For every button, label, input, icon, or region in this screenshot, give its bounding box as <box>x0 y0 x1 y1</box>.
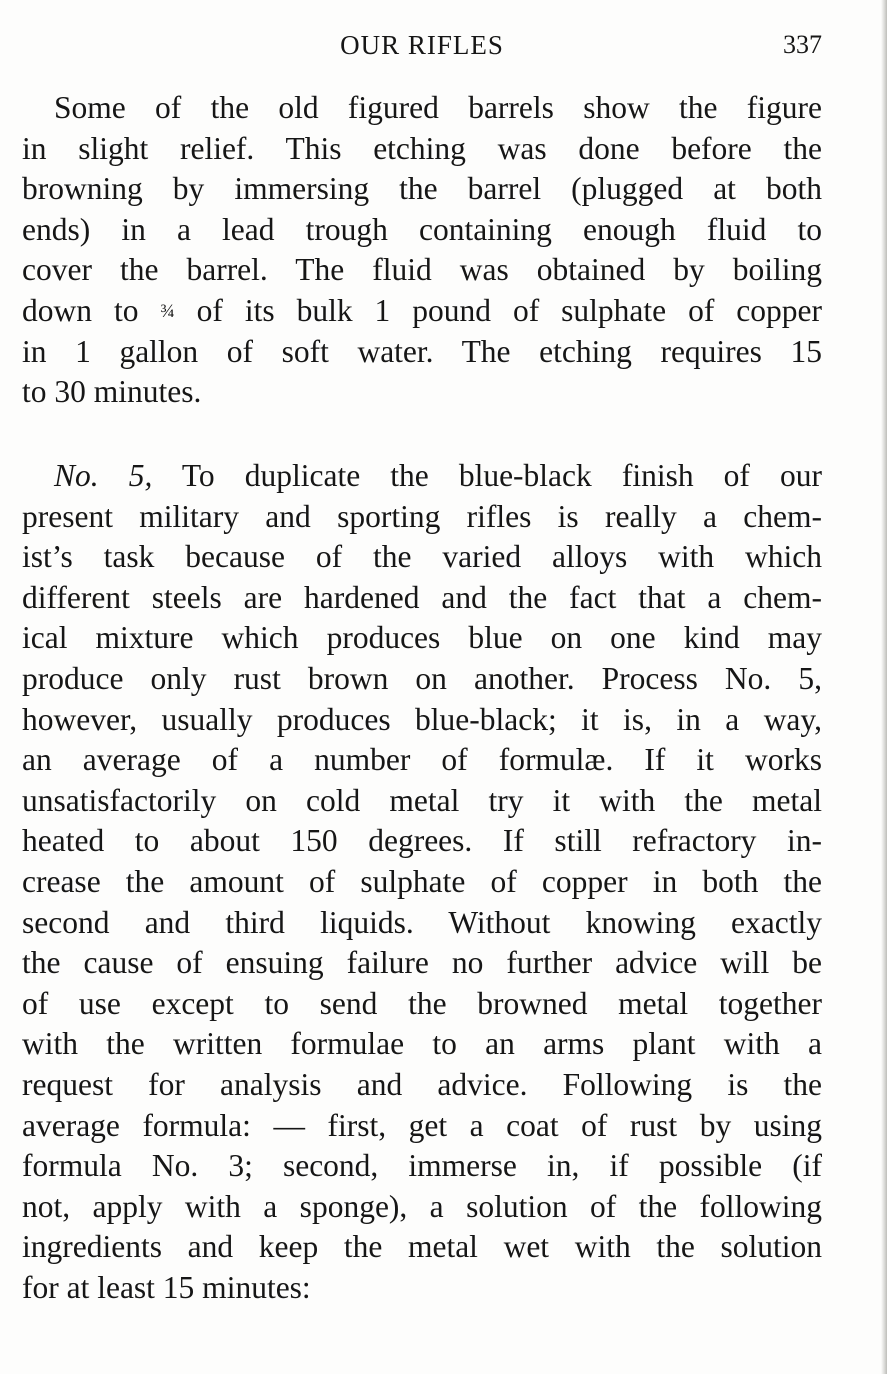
text-line: ingredients and keep the metal wet with the solution <box>22 1229 822 1265</box>
process-label: No. 5, <box>54 458 153 493</box>
line-remainder: To duplicate the blue-black finish of our <box>152 458 822 493</box>
text-line: Some of the old figured barrels show the figure <box>54 90 822 125</box>
text-line: not, apply with a sponge), a solution of the following <box>22 1188 822 1224</box>
running-title: OUR RIFLES <box>340 30 504 60</box>
text-line: produce only rust brown on another. Process No. 5, <box>22 660 822 696</box>
text-line: an average of a number of formulæ. If it works <box>22 742 822 778</box>
text-line: in 1 gallon of soft water. The etching requires 15 <box>22 333 822 369</box>
text-line-lead <box>22 456 822 497</box>
page-edge-shadow <box>881 0 887 1374</box>
text-line: unsatisfactorily on cold metal try it with the metal <box>22 782 822 818</box>
text-line: different steels are hardened and the fact that a chem- <box>22 579 822 615</box>
text-line: crease the amount of sulphate of copper in both the <box>22 863 822 899</box>
text-line: average formula: — first, get a coat of rust by using <box>22 1107 822 1143</box>
page-number: 337 <box>783 30 822 59</box>
text-line: cover the barrel. The fluid was obtained by boiling <box>22 252 822 288</box>
paragraph-process-no-5 <box>22 456 822 1308</box>
line-prefix: down to <box>22 292 161 328</box>
text-line: the cause of ensuing failure no further advice will be <box>22 945 822 981</box>
text-line: with the written formulae to an arms plant with a <box>22 1026 822 1062</box>
text-line: request for analysis and advice. Following is the <box>22 1066 822 1102</box>
text-line: second and third liquids. Without knowing exactly <box>22 904 822 940</box>
text-line: for at least 15 minutes: <box>22 1269 311 1305</box>
text-line: ends) in a lead trough containing enough fluid to <box>22 211 822 247</box>
text-line: ical mixture which produces blue on one kind may <box>22 620 822 656</box>
text-line-with-fraction <box>22 291 822 332</box>
text-line: in slight relief. This etching was done before the <box>22 130 822 166</box>
text-line: present military and sporting rifles is really a chem- <box>22 498 822 534</box>
paragraph-figured-barrels <box>22 88 822 413</box>
text-line: to 30 minutes. <box>22 374 202 410</box>
text-line: however, usually produces blue-black; it is, in a way, <box>22 701 822 737</box>
text-line: browning by immersing the barrel (plugged at both <box>22 171 822 207</box>
line-remainder: of its bulk 1 pound of sulphate of copper <box>196 292 823 328</box>
fraction-three-quarters: ¾ <box>160 300 175 322</box>
running-head <box>22 30 822 70</box>
text-line: heated to about 150 degrees. If still refractory in- <box>22 823 822 859</box>
text-line: formula No. 3; second, immerse in, if possible (if <box>22 1148 822 1184</box>
text-line: ist’s task because of the varied alloys with which <box>22 539 822 575</box>
text-line: of use except to send the browned metal together <box>22 985 822 1021</box>
